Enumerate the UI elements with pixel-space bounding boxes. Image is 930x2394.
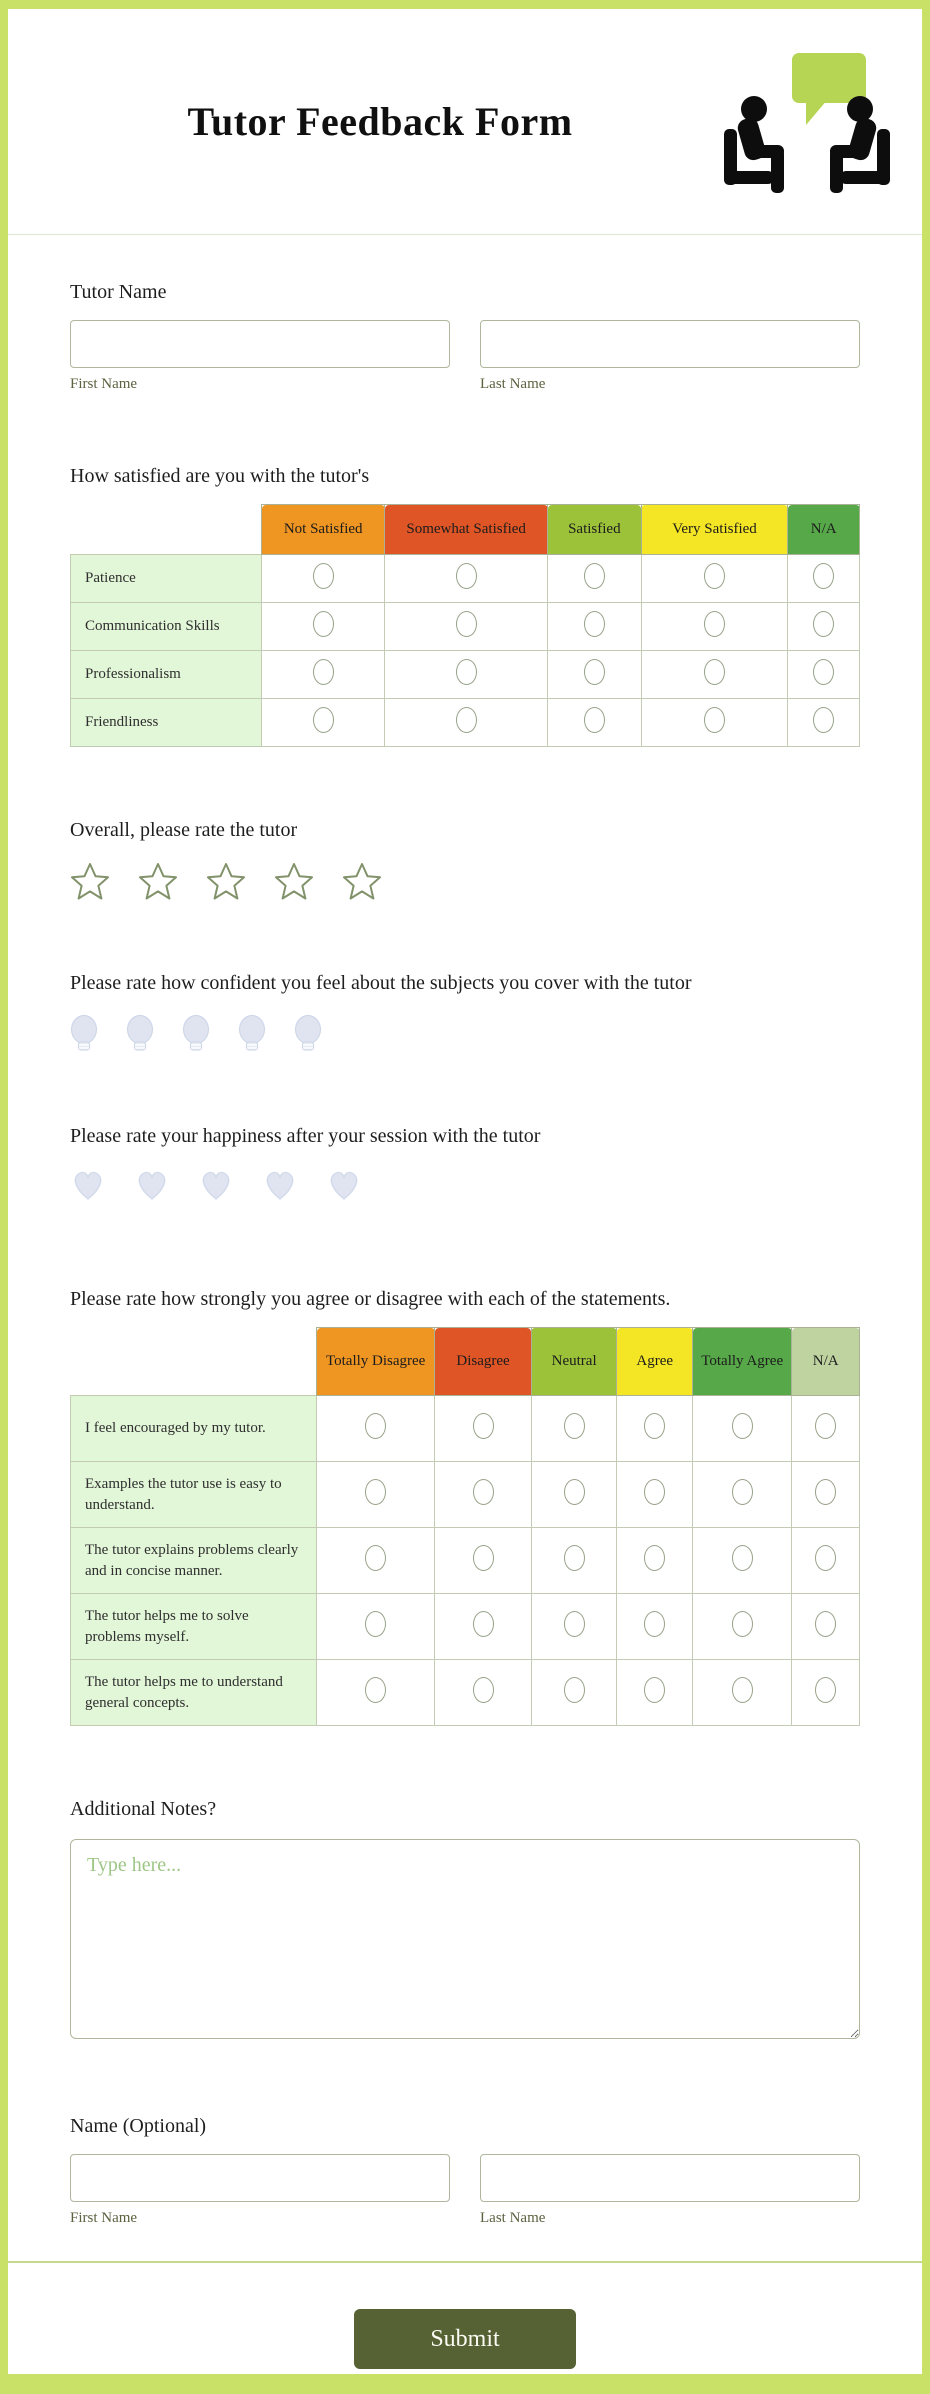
radio-professionalism-na[interactable] — [813, 659, 834, 685]
happiness-question: Please rate your happiness after your session with the tutor — [70, 1125, 541, 1147]
radio-patience-not-satisfied[interactable] — [313, 563, 334, 589]
table-row — [71, 651, 860, 699]
radio-solve-neutral[interactable] — [564, 1611, 585, 1637]
col-disagree: Disagree — [435, 1328, 532, 1396]
col-somewhat-satisfied: Somewhat Satisfied — [385, 505, 548, 555]
tutor-name-group — [70, 281, 860, 393]
radio-explains-neutral[interactable] — [564, 1545, 585, 1571]
heart-icon[interactable] — [326, 1168, 362, 1202]
radio-communication-na[interactable] — [813, 611, 834, 637]
radio-communication-somewhat-satisfied[interactable] — [456, 611, 477, 637]
table-row — [71, 1396, 860, 1462]
bulb-icon[interactable] — [126, 1015, 154, 1053]
radio-patience-satisfied[interactable] — [584, 563, 605, 589]
col-not-satisfied: Not Satisfied — [262, 505, 385, 555]
table-row — [71, 1594, 860, 1660]
satisfaction-header-row — [71, 505, 860, 555]
heart-icon[interactable] — [262, 1168, 298, 1202]
happiness-rating-section — [70, 1125, 860, 1202]
col-satisfied: Satisfied — [548, 505, 642, 555]
radio-professionalism-satisfied[interactable] — [584, 659, 605, 685]
radio-concepts-totally-disagree[interactable] — [365, 1677, 386, 1703]
bulb-icon[interactable] — [238, 1015, 266, 1053]
radio-friendliness-na[interactable] — [813, 707, 834, 733]
radio-explains-na[interactable] — [815, 1545, 836, 1571]
last-name-sublabel: Last Name — [480, 376, 546, 392]
radio-patience-very-satisfied[interactable] — [704, 563, 725, 589]
radio-encouraged-agree[interactable] — [644, 1413, 665, 1439]
star-icon[interactable] — [70, 862, 110, 900]
col-totally-disagree: Totally Disagree — [317, 1328, 435, 1396]
star-icon[interactable] — [206, 862, 246, 900]
radio-explains-totally-disagree[interactable] — [365, 1545, 386, 1571]
star-rating-section — [70, 819, 860, 900]
radio-patience-somewhat-satisfied[interactable] — [456, 563, 477, 589]
col-na: N/A — [788, 505, 860, 555]
row-encouraged: I feel encouraged by my tutor. — [71, 1396, 317, 1462]
radio-examples-totally-agree[interactable] — [732, 1479, 753, 1505]
corner-cell — [71, 1328, 317, 1396]
bulb-icon[interactable] — [294, 1015, 322, 1053]
form-footer — [8, 2261, 922, 2374]
star-rating-row — [70, 862, 860, 900]
first-name-sublabel: First Name — [70, 376, 138, 392]
radio-friendliness-very-satisfied[interactable] — [704, 707, 725, 733]
bulb-icon[interactable] — [182, 1015, 210, 1053]
row-professionalism: Professionalism — [71, 651, 262, 699]
optional-name-group — [70, 2115, 860, 2227]
radio-examples-disagree[interactable] — [473, 1479, 494, 1505]
tutor-name-label: Tutor Name — [70, 281, 167, 303]
table-row — [71, 603, 860, 651]
radio-encouraged-totally-disagree[interactable] — [365, 1413, 386, 1439]
radio-solve-disagree[interactable] — [473, 1611, 494, 1637]
submit-button[interactable]: Submit — [354, 2309, 576, 2369]
radio-encouraged-totally-agree[interactable] — [732, 1413, 753, 1439]
star-icon[interactable] — [274, 862, 314, 900]
radio-examples-totally-disagree[interactable] — [365, 1479, 386, 1505]
row-examples: Examples the tutor use is easy to understand. — [71, 1462, 317, 1528]
row-friendliness: Friendliness — [71, 699, 262, 747]
notes-label: Additional Notes? — [70, 1798, 217, 1820]
tutor-first-name-input[interactable] — [70, 320, 450, 368]
star-icon[interactable] — [138, 862, 178, 900]
agreement-header-row — [71, 1328, 860, 1396]
form-body — [8, 235, 922, 2227]
tutor-last-name-input[interactable] — [480, 320, 860, 368]
corner-cell — [71, 505, 262, 555]
row-explains: The tutor explains problems clearly and in concise manner. — [71, 1528, 317, 1594]
satisfaction-table — [70, 504, 860, 747]
radio-concepts-totally-agree[interactable] — [732, 1677, 753, 1703]
radio-solve-totally-agree[interactable] — [732, 1611, 753, 1637]
notes-textarea[interactable] — [70, 1839, 860, 2039]
radio-encouraged-neutral[interactable] — [564, 1413, 585, 1439]
radio-examples-agree[interactable] — [644, 1479, 665, 1505]
radio-friendliness-somewhat-satisfied[interactable] — [456, 707, 477, 733]
row-communication-skills: Communication Skills — [71, 603, 262, 651]
col-very-satisfied: Very Satisfied — [641, 505, 788, 555]
radio-communication-satisfied[interactable] — [584, 611, 605, 637]
col-na: N/A — [792, 1328, 860, 1396]
table-row — [71, 1462, 860, 1528]
radio-professionalism-somewhat-satisfied[interactable] — [456, 659, 477, 685]
radio-encouraged-disagree[interactable] — [473, 1413, 494, 1439]
form-card — [8, 9, 922, 2374]
confidence-question: Please rate how confident you feel about the subjects you cover with the tutor — [70, 972, 692, 994]
radio-communication-not-satisfied[interactable] — [313, 611, 334, 637]
heart-icon[interactable] — [70, 1168, 106, 1202]
col-agree: Agree — [617, 1328, 693, 1396]
first-name-sublabel: First Name — [70, 2210, 138, 2226]
form-title-wrap — [8, 98, 712, 145]
agreement-question: Please rate how strongly you agree or disagree with each of the statements. — [70, 1288, 671, 1310]
optional-name-label: Name (Optional) — [70, 2115, 207, 2137]
radio-concepts-na[interactable] — [815, 1677, 836, 1703]
table-row — [71, 555, 860, 603]
form-header — [8, 9, 922, 235]
heart-rating-row — [70, 1168, 860, 1202]
radio-solve-totally-disagree[interactable] — [365, 1611, 386, 1637]
table-row — [71, 1528, 860, 1594]
radio-concepts-disagree[interactable] — [473, 1677, 494, 1703]
table-row — [71, 699, 860, 747]
radio-examples-neutral[interactable] — [564, 1479, 585, 1505]
table-row — [71, 1660, 860, 1726]
optional-first-name-input[interactable] — [70, 2154, 450, 2202]
notes-section — [70, 1798, 860, 2039]
row-concepts: The tutor helps me to understand general concepts. — [71, 1660, 317, 1726]
optional-last-name-input[interactable] — [480, 2154, 860, 2202]
agreement-table — [70, 1327, 860, 1726]
radio-patience-na[interactable] — [813, 563, 834, 589]
radio-professionalism-not-satisfied[interactable] — [313, 659, 334, 685]
radio-communication-very-satisfied[interactable] — [704, 611, 725, 637]
last-name-sublabel: Last Name — [480, 2210, 546, 2226]
radio-concepts-agree[interactable] — [644, 1677, 665, 1703]
satisfaction-question: How satisfied are you with the tutor's — [70, 465, 370, 487]
row-solve: The tutor helps me to solve problems myself. — [71, 1594, 317, 1660]
radio-explains-totally-agree[interactable] — [732, 1545, 753, 1571]
radio-friendliness-satisfied[interactable] — [584, 707, 605, 733]
col-totally-agree: Totally Agree — [693, 1328, 792, 1396]
bulb-rating-row — [70, 1015, 860, 1053]
col-neutral: Neutral — [531, 1328, 617, 1396]
tutors-conversation-icon — [712, 47, 922, 197]
radio-solve-agree[interactable] — [644, 1611, 665, 1637]
star-icon[interactable] — [342, 862, 382, 900]
radio-encouraged-na[interactable] — [815, 1413, 836, 1439]
star-rating-question: Overall, please rate the tutor — [70, 819, 298, 841]
radio-explains-agree[interactable] — [644, 1545, 665, 1571]
satisfaction-section — [70, 465, 860, 747]
form-title: Tutor Feedback Form — [187, 99, 573, 144]
radio-friendliness-not-satisfied[interactable] — [313, 707, 334, 733]
agreement-section — [70, 1288, 860, 1726]
heart-icon[interactable] — [198, 1168, 234, 1202]
radio-concepts-neutral[interactable] — [564, 1677, 585, 1703]
bulb-icon[interactable] — [70, 1015, 98, 1053]
radio-professionalism-very-satisfied[interactable] — [704, 659, 725, 685]
confidence-rating-section — [70, 972, 860, 1053]
row-patience: Patience — [71, 555, 262, 603]
radio-examples-na[interactable] — [815, 1479, 836, 1505]
radio-explains-disagree[interactable] — [473, 1545, 494, 1571]
heart-icon[interactable] — [134, 1168, 170, 1202]
radio-solve-na[interactable] — [815, 1611, 836, 1637]
